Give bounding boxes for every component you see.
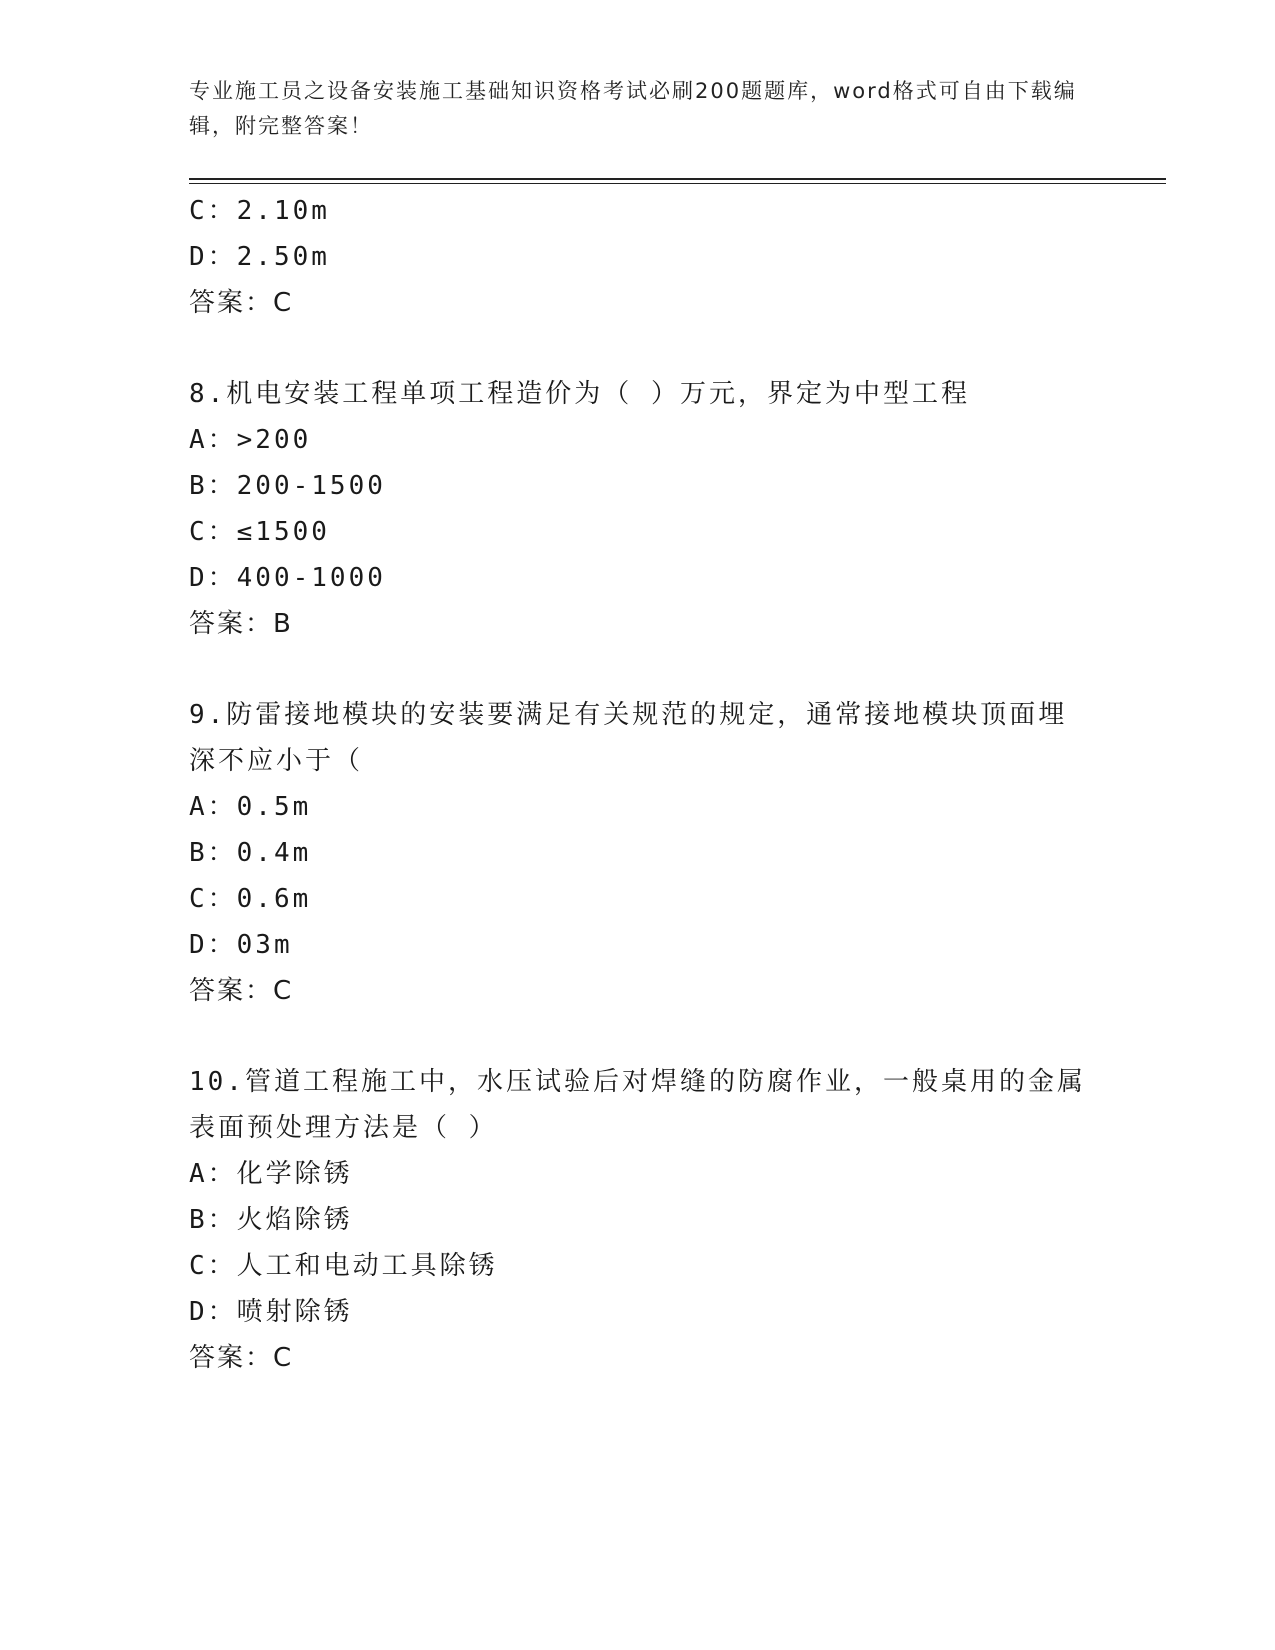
option-a: A：化学除锈	[189, 1159, 353, 1189]
answer-line: 答案：C	[189, 976, 294, 1006]
option-c: C：≤1500	[189, 517, 330, 547]
answer-line: 答案：B	[189, 609, 293, 639]
question-stem: 10.管道工程施工中，水压试验后对焊缝的防腐作业，一般桌用的金属表面预处理方法是（ ）	[189, 1067, 1086, 1143]
question-block-9	[189, 692, 1089, 1014]
option-d: D：2.50m	[189, 242, 330, 272]
question-stem: 9.防雷接地模块的安装要满足有关规范的规定，通常接地模块顶面埋深不应小于（	[189, 700, 1068, 776]
option-b: B：0.4m	[189, 838, 312, 868]
option-b: B：200-1500	[189, 471, 386, 501]
option-c: C：2.10m	[189, 196, 330, 226]
document-header: 专业施工员之设备安装施工基础知识资格考试必刷200题题库，word格式可自由下载编辑，附完整答案！	[189, 79, 1077, 138]
question-block-7	[189, 188, 1089, 326]
question-block-10	[189, 1059, 1089, 1381]
option-b: B：火焰除锈	[189, 1205, 353, 1235]
answer-line: 答案：C	[189, 1343, 294, 1373]
option-a: A：0.5m	[189, 792, 312, 822]
question-block-8	[189, 371, 1089, 647]
document-body	[189, 188, 1089, 1381]
header-divider	[189, 178, 1166, 184]
option-d: D：400-1000	[189, 563, 386, 593]
question-stem: 8.机电安装工程单项工程造价为（ ）万元，界定为中型工程	[189, 379, 970, 409]
option-d: D：喷射除锈	[189, 1297, 353, 1327]
option-d: D：03m	[189, 930, 293, 960]
answer-line: 答案：C	[189, 288, 294, 318]
option-c: C：人工和电动工具除锈	[189, 1251, 498, 1281]
option-a: A：>200	[189, 425, 312, 455]
option-c: C：0.6m	[189, 884, 312, 914]
